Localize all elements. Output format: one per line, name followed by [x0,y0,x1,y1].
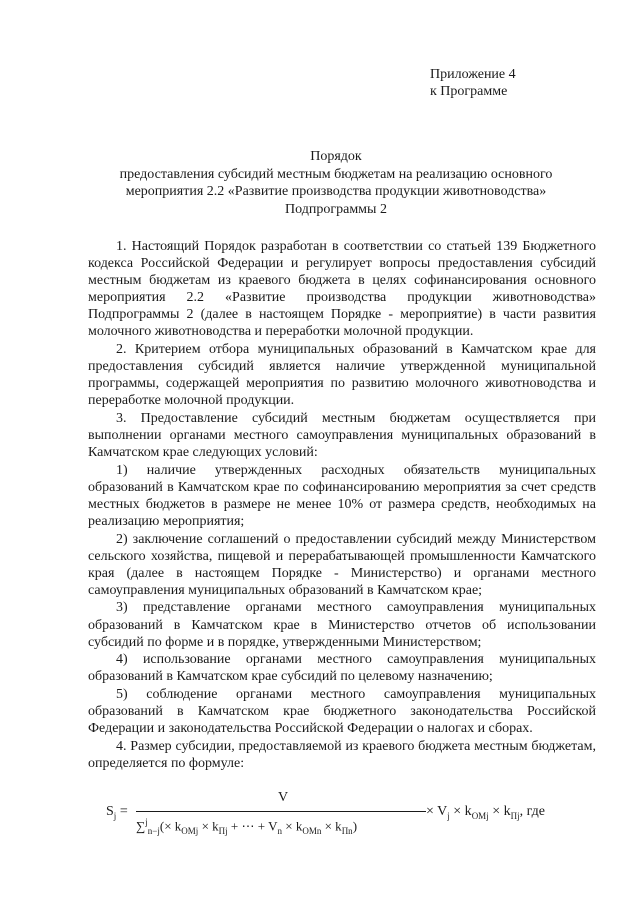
condition-1: 1) наличие утвержденных расходных обязательств муниципальных образований в Камчатском крае по софинансированию мероприятия за счет средств местных бюджетов в размере не менее 10% от размера средств, необходимых на реализацию мероприятия; [88,462,596,529]
subsidy-formula [106,790,586,850]
paragraph-1: 1. Настоящий Порядок разработан в соответствии со статьей 139 Бюджетного кодекса Российской Федерации и регулирует вопросы предоставления субсидий местным бюджетам из краевого бюджета в целях софинансирования основного мероприятия 2.2 «Развитие производства продукции животноводства» Подпрограммы 2 (далее в настоящем Порядке - мероприятие) в части развития молочного животноводства и переработки молочной продукции. [88,239,596,340]
title-line-2: предоставления субсидий местным бюджетам на реализацию основного [119,166,553,182]
appendix-header [430,66,516,100]
formula-denominator: $\sum^j_{n-j}(\times k_{OMj} \times k_{Пj}$ + ⋯ + $V_n \times k_{OMn} \times k_{Пn}$) [136,817,358,836]
title-line-4: Подпрограммы 2 [285,201,387,217]
formula-numerator: V [278,790,289,805]
appendix-line-1: Приложение 4 [430,67,516,82]
paragraph-3: 3. Предоставление субсидий местным бюджетам осуществляется при выполнении органами местного самоуправления муниципальных образований в Камчатском крае следующих условий: [88,410,596,461]
document-title [96,148,576,218]
condition-3: 3) представление органами местного самоуправления муниципальных образований в Камчатском крае в Министерство отчетов об использовании субсидий по форме и в порядке, утвержденными Министерством; [88,600,596,650]
formula-lhs: $S_j$ = [106,804,128,821]
paragraph-2: 2. Критерием отбора муниципальных образований в Камчатском крае для предоставления субсидий является наличие утвержденной муниципальной программы, содержащей мероприятия по развитию молочного животноводства и переработке молочной продукции. [88,342,596,409]
title-line-3: мероприятия 2.2 «Развитие производства продукции животноводства» [125,184,547,199]
fraction-bar [136,811,426,812]
condition-2: 2) заключение соглашений о предоставлении субсидий между Министерством сельского хозяйства, пищевой и перерабатывающей промышленности Камчатского края (далее в настоящем Порядке - Министерство) и органами местного самоуправления муниципальных образований в Камчатском крае; [88,531,596,598]
title-line-1: Порядок [310,149,362,164]
document-body [88,238,596,772]
appendix-line-2: к Программе [430,84,508,99]
condition-4: 4) использование органами местного самоуправления муниципальных образований в Камчатском крае субсидий по целевому назначению; [88,652,596,685]
formula-rhs: × $V_j \times k_{OMj} \times k_{Пj}$, где [426,804,545,821]
paragraph-4: 4. Размер субсидии, предоставляемой из краевого бюджета местным бюджетам, определяется по формуле: [88,738,596,771]
condition-5: 5) соблюдение органами местного самоуправления муниципальных образований в Камчатском крае бюджетного законодательства Российской Федерации и законодательства Российской Федерации о налогах и сборах. [88,686,596,737]
